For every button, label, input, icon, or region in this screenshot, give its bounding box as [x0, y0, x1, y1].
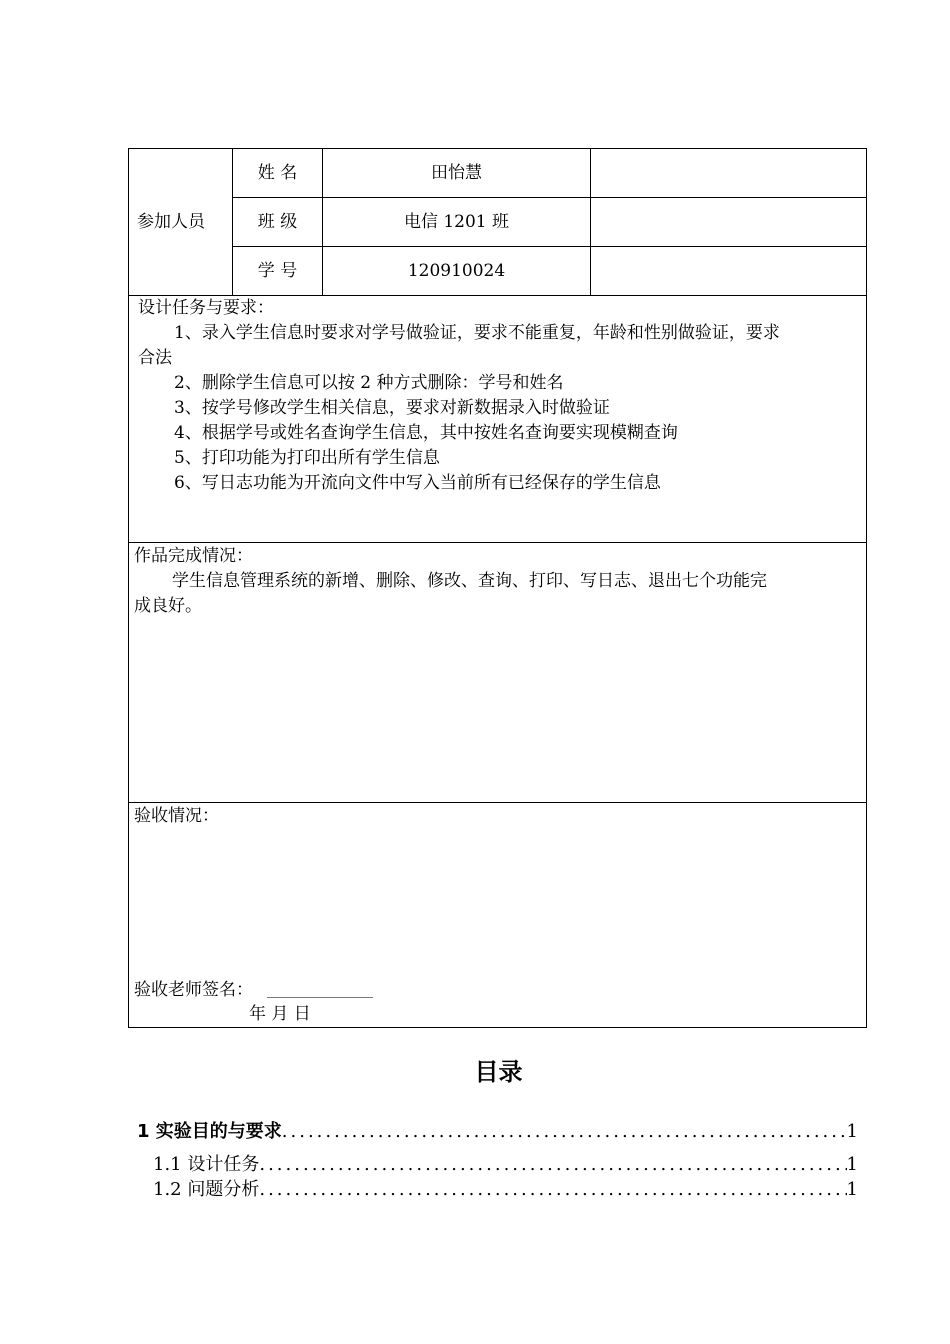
table-row-divider — [232, 246, 867, 247]
student-id-label: 学 号 — [257, 261, 298, 281]
completion-line: 学生信息管理系统的新增、删除、修改、查询、打印、写日志、退出七个功能完 — [172, 571, 767, 591]
toc-entry[interactable] — [137, 1118, 858, 1144]
design-tasks-heading: 设计任务与要求： — [138, 298, 274, 318]
table-section-divider — [128, 542, 867, 543]
task-item: 合法 — [138, 348, 172, 368]
date-label: 年 月 日 — [249, 1004, 311, 1024]
table-border-top — [128, 148, 867, 149]
completion-line: 成良好。 — [134, 596, 202, 616]
class-value: 电信 1201 班 — [403, 212, 510, 232]
toc-entry-label: 1 实验目的与要求 — [137, 1121, 282, 1142]
table-border-bottom — [128, 1027, 867, 1028]
signature-line — [267, 997, 373, 998]
table-row-divider — [232, 197, 867, 198]
task-item: 3、按学号修改学生相关信息，要求对新数据录入时做验证 — [174, 398, 610, 418]
table-col-divider — [590, 148, 591, 296]
name-label: 姓 名 — [257, 163, 298, 183]
toc-leader-dots — [282, 1120, 847, 1144]
toc-entry-page: 1 — [846, 1121, 858, 1142]
task-item: 5、打印功能为打印出所有学生信息 — [174, 448, 440, 468]
acceptance-heading: 验收情况： — [134, 806, 219, 826]
class-label: 班 级 — [257, 212, 298, 232]
toc-leader-dots — [259, 1178, 846, 1202]
task-item: 6、写日志功能为开流向文件中写入当前所有已经保存的学生信息 — [174, 473, 661, 493]
student-id-value: 120910024 — [407, 261, 506, 281]
participants-label: 参加人员 — [137, 212, 205, 232]
toc-entry-label: 1.1 设计任务 — [153, 1154, 260, 1175]
task-item: 4、根据学号或姓名查询学生信息，其中按姓名查询要实现模糊查询 — [174, 423, 678, 443]
task-item: 2、删除学生信息可以按 2 种方式删除：学号和姓名 — [174, 373, 564, 393]
table-section-divider — [128, 802, 867, 803]
task-item: 1、录入学生信息时要求对学号做验证，要求不能重复，年龄和性别做验证，要求 — [174, 323, 780, 343]
toc-entry[interactable] — [153, 1176, 858, 1202]
signature-label: 验收老师签名： — [134, 980, 253, 1000]
table-border-left — [128, 148, 129, 1028]
table-border-right — [866, 148, 867, 1028]
completion-heading: 作品完成情况： — [134, 546, 253, 566]
toc-leader-dots — [259, 1153, 846, 1177]
toc-entry[interactable] — [153, 1151, 858, 1177]
name-value: 田怡慧 — [431, 163, 482, 183]
toc-entry-label: 1.2 问题分析 — [153, 1179, 260, 1200]
toc-title: 目录 — [474, 1058, 523, 1086]
toc-entry-page: 1 — [846, 1179, 858, 1200]
toc-entry-page: 1 — [846, 1154, 858, 1175]
